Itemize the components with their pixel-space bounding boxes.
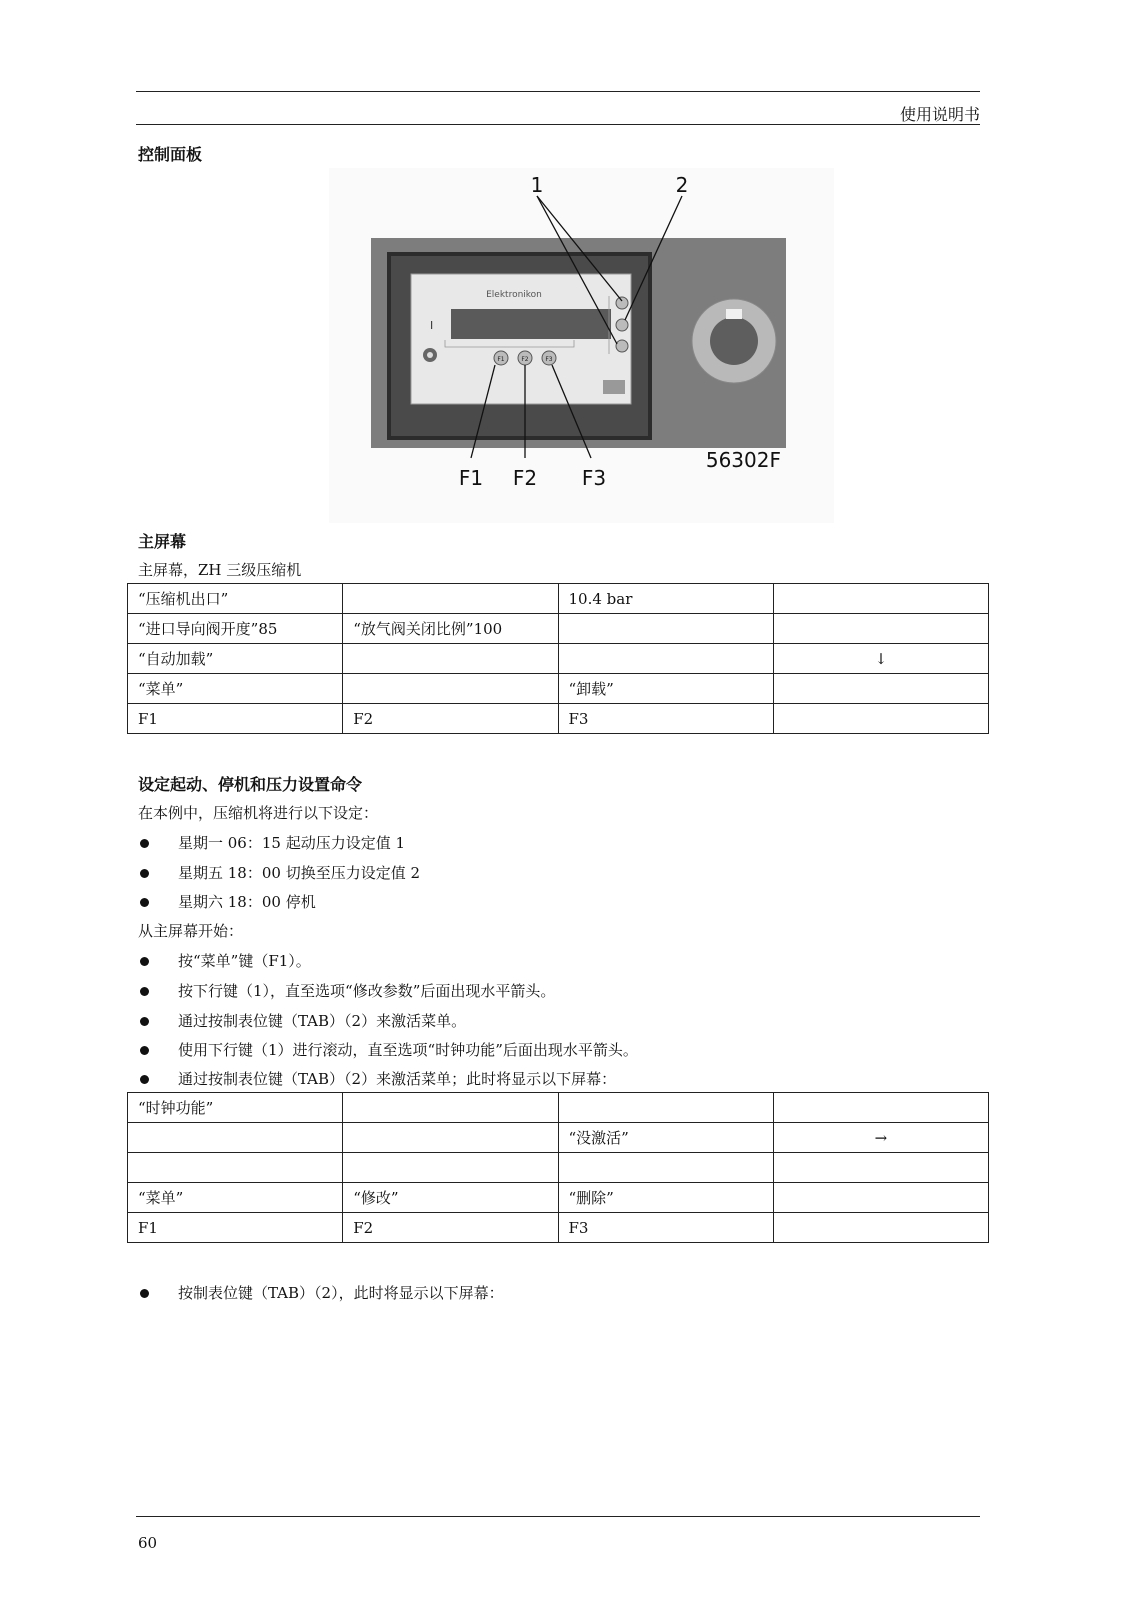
- table-row: [128, 1183, 989, 1213]
- table-cell: [558, 644, 773, 674]
- table-cell: “修改”: [343, 1183, 558, 1213]
- section-title-main-screen: 主屏幕: [138, 532, 187, 551]
- table-cell: [558, 1153, 773, 1183]
- main-screen-subtitle: 主屏幕，ZH 三级压缩机: [138, 561, 302, 579]
- table-cell: F1: [128, 704, 343, 734]
- table-row: [128, 1153, 989, 1183]
- table-cell: “卸载”: [558, 674, 773, 704]
- header-rule-bottom: [136, 124, 980, 125]
- bullet-icon: [140, 957, 149, 966]
- table-cell: [773, 1213, 988, 1243]
- table-cell: “进口导向阀开度”85: [128, 614, 343, 644]
- svg-text:I: I: [430, 319, 434, 332]
- from-main-screen: 从主屏幕开始：: [138, 922, 244, 940]
- down-arrow-icon: ↓: [773, 644, 988, 674]
- table-cell: [343, 1093, 558, 1123]
- callout-1: 1: [530, 173, 544, 197]
- table-cell: 10.4 bar: [558, 584, 773, 614]
- key-down: [616, 340, 628, 352]
- table-cell: F2: [343, 1213, 558, 1243]
- bullet-icon: [140, 1289, 149, 1298]
- table-cell: [773, 704, 988, 734]
- table-cell: “菜单”: [128, 674, 343, 704]
- page-number: 60: [138, 1534, 158, 1552]
- bullet-icon: [140, 839, 149, 848]
- table-row: [128, 1093, 989, 1123]
- label-f2: F2: [512, 466, 538, 490]
- table-cell: [773, 614, 988, 644]
- table-cell: [773, 1153, 988, 1183]
- table-cell: [128, 1123, 343, 1153]
- table-row: [128, 1123, 989, 1153]
- table-cell: [773, 584, 988, 614]
- key-up: [616, 297, 628, 309]
- display-brand-label: Elektronikon: [486, 290, 542, 300]
- key-f3-label: F3: [545, 356, 553, 363]
- main-screen-table: [127, 583, 989, 734]
- figure-code: 56302F: [705, 448, 781, 472]
- section-title-control-panel: 控制面板: [138, 145, 203, 164]
- table-cell: “删除”: [558, 1183, 773, 1213]
- table-cell: “菜单”: [128, 1183, 343, 1213]
- table-cell: “时钟功能”: [128, 1093, 343, 1123]
- key-f2-label: F2: [521, 356, 529, 363]
- label-f3: F3: [581, 466, 607, 490]
- table-cell: “自动加载”: [128, 644, 343, 674]
- section-title-commands: 设定起动、停机和压力设置命令: [138, 775, 363, 794]
- key-tab: [616, 319, 628, 331]
- table-row: [128, 584, 989, 614]
- table-row: [128, 674, 989, 704]
- table-cell: [773, 1183, 988, 1213]
- table-cell: [343, 1123, 558, 1153]
- table-cell: [343, 674, 558, 704]
- key-f1-label: F1: [497, 356, 505, 363]
- table-cell: F3: [558, 704, 773, 734]
- footer-rule: [136, 1516, 980, 1517]
- bullet-icon: [140, 869, 149, 878]
- bullet-icon: [140, 898, 149, 907]
- table-row: [128, 704, 989, 734]
- bullet-icon: [140, 1046, 149, 1055]
- table-cell: [558, 1093, 773, 1123]
- control-panel-figure: [329, 168, 834, 523]
- table-row: [128, 1213, 989, 1243]
- table-cell: F2: [343, 704, 558, 734]
- table-cell: [558, 614, 773, 644]
- bullet-icon: [140, 987, 149, 996]
- commands-intro: 在本例中，压缩机将进行以下设定：: [138, 804, 379, 822]
- table-row: [128, 644, 989, 674]
- clock-function-table: [127, 1092, 989, 1243]
- table-cell: “放气阀关闭比例”100: [343, 614, 558, 644]
- table-cell: “压缩机出口”: [128, 584, 343, 614]
- callout-2: 2: [675, 173, 689, 197]
- label-f1: F1: [458, 466, 484, 490]
- table-cell: [773, 674, 988, 704]
- bullet-icon: [140, 1075, 149, 1084]
- table-cell: [128, 1153, 343, 1183]
- table-cell: [343, 644, 558, 674]
- table-cell: F3: [558, 1213, 773, 1243]
- table-cell: “没激活”: [558, 1123, 773, 1153]
- bullet-icon: [140, 1017, 149, 1026]
- table-cell: F1: [128, 1213, 343, 1243]
- header-rule-top: [136, 91, 980, 92]
- table-row: [128, 614, 989, 644]
- table-cell: [343, 1153, 558, 1183]
- right-arrow-icon: →: [773, 1123, 988, 1153]
- table-cell: [343, 584, 558, 614]
- header-title: 使用说明书: [899, 105, 980, 124]
- table-cell: [773, 1093, 988, 1123]
